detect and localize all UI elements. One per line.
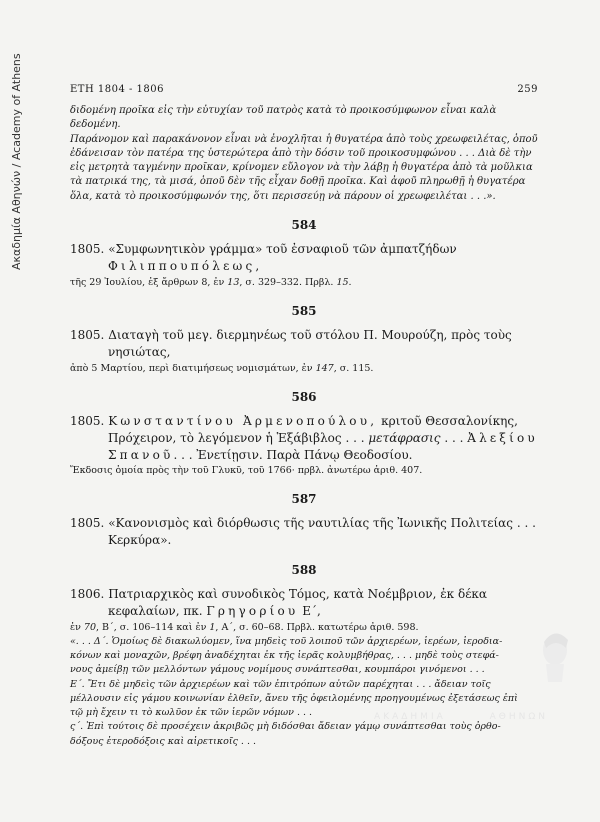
archive-side-label: Ακαδημία Αθηνών / Academy of Athens <box>10 53 23 270</box>
excerpt-line: ς΄. Ἐπὶ τούτοις δὲ προσέχειν ἀκριβῶς μὴ διδόσθαι ἄδειαν γάμῳ συνάπτεσθαι τοὺς ὀρθο- <box>70 721 501 733</box>
entry-title-text: . . . Ἐνετίῃσιν. Παρὰ Πάνῳ Θεοδοσίου. <box>173 448 413 463</box>
entry-588-title <box>70 586 538 620</box>
running-head-title: ΕΤΗ 1804 - 1806 <box>70 84 165 95</box>
entry-title-text: «Συμφωνητικὸν γράμμα» τοῦ ἐσναφιοῦ τῶν ἀμπατζήδων <box>108 242 457 257</box>
ref-italic: 70 <box>83 622 96 634</box>
entry-title-italic: μετάφρασις <box>368 431 441 446</box>
ref-text: , σ. 329–332. Πρβλ. <box>239 277 337 289</box>
ref-text: , σ. 115. <box>333 363 374 375</box>
academy-logo-watermark <box>538 628 572 684</box>
ref-text: , Α΄, σ. 60–68. Πρβλ. κατωτέρω ἀριθ. 598. <box>215 622 419 634</box>
entry-title-text: κριτοῦ Θεσσαλονίκης, Πρόχειρον, τὸ λεγόμενον ἡ Ἑξάβιβλος . . . <box>108 414 518 446</box>
entry-author-name: Κωνσταντίνου Ἀρμενοπούλου, <box>108 414 378 429</box>
excerpt-line: μέλλουσιν εἰς γάμου κοινωνίαν ἐλθεῖν, ἄνευ τῆς ὀφειλομένης προηγουμένως ἐξετάσεως ἐπὶ <box>70 692 518 704</box>
ref-italic: 15 <box>336 277 349 289</box>
entry-year: 1805. <box>70 328 105 343</box>
page-content <box>70 104 538 749</box>
quote-line: εἰς μετρητὰ ταγμένην προῖκαν, κρίνομεν εὔλογον νὰ τὴν λάβῃ ἡ θυγατέρα ἀπὸ τὰ μοῦλκια <box>70 162 533 174</box>
entry-number-585: 585 <box>291 304 317 319</box>
excerpt-line: τῷ μὴ ἔχειν τι τὸ κωλῦον ἐκ τῶν ἱερῶν νόμων . . . <box>70 707 313 719</box>
excerpt-line: νους ἀμείβῃ τῶν μελλόντων γάμους νομίμους συνάπτεσθαι, κουμπάροι γινόμενοι . . . <box>70 664 485 676</box>
entry-year: 1805. <box>70 516 105 531</box>
excerpt-line: κόνων καὶ μοναχῶν, βρέφη ἀναδέχηται ἐκ τῆς ἱερᾶς κολυμβήθρας, . . . μηδὲ τοὺς στεφά- <box>70 650 499 662</box>
watermark-right: ΑΘΗΝΩΝ <box>489 712 548 722</box>
entry-title-text: «Κανονισμὸς καὶ διόρθωσις τῆς ναυτιλίας τῆς Ἰωνικῆς Πολιτείας . . . Κερκύρα». <box>108 516 536 548</box>
entry-title-text: Διαταγὴ τοῦ μεγ. διερμηνέως τοῦ στόλου Π. Μουρούζη, πρὸς τοὺς νησιώτας, <box>108 328 512 360</box>
quote-line: Παράνομον καὶ παρακάνονον εἶναι νὰ ἐνοχλῆται ἡ θυγατέρα ἀπὸ τοὺς χρεωφειλέτας, ὁποῦ <box>70 133 538 145</box>
entry-number-584: 584 <box>291 218 317 233</box>
quote-line: ὅλα, κατὰ τὸ προικοσύμφωνόν της, ὅτι περισσεύῃ νὰ πάρουν οἱ χρεωφειλέται . . .». <box>70 190 496 202</box>
academy-watermark-text <box>374 712 548 722</box>
entry-patriarch-name: Γρηγορίου <box>206 604 299 619</box>
ref-text: τῆς 29 Ἰουλίου, ἐξ ἄρθρων 8, ἐν <box>70 277 228 289</box>
entry-title-name: Φιλιππουπόλεως, <box>108 259 263 274</box>
watermark-left: ΑΚΑΔΗΜΙΑ <box>374 712 446 722</box>
entry-586-note: Ἔκδοσις ὁμοία πρὸς τὴν τοῦ Γλυκῦ, τοῦ 1766· πρβλ. ἀνωτέρω ἀριθ. 407. <box>70 465 423 477</box>
quote-line: διδομένη προῖκα εἰς τὴν εὐτυχίαν τοῦ πατρὸς κατὰ τὸ προικοσύμφωνον εἶναι καλὰ δεδομένη. <box>70 105 497 131</box>
entry-584-title <box>70 241 538 275</box>
entry-number-586: 586 <box>291 390 317 405</box>
entry-year: 1806. <box>70 587 105 602</box>
entry-586-title <box>70 413 538 464</box>
entry-title-text: . . . <box>440 431 468 446</box>
entry-title-text: Ε΄, <box>298 604 321 619</box>
entry-584-reference <box>70 276 538 290</box>
ref-text: ἐν <box>70 622 84 634</box>
excerpt-line: Ε΄. Ἔτι δὲ μηδεὶς τῶν ἀρχιερέων καὶ τῶν ἐπιτρόπων αὐτῶν παρέχηται . . . ἄδειαν τοῖς <box>70 678 491 690</box>
entry-number-587: 587 <box>291 492 317 507</box>
running-head <box>70 84 538 95</box>
ref-text: ἀπὸ 5 Μαρτίου, περὶ διατιμήσεως νομισμάτων, ἐν <box>70 363 316 375</box>
entry-title-text: Πατριαρχικὸς καὶ συνοδικὸς Τόμος, κατὰ Νοέμβριον, ἐκ δέκα κεφαλαίων, πκ. <box>108 587 488 619</box>
quote-line: ἐδάνεισαν τὸν πατέρα της ὑστερώτερα ἀπὸ τὴν δόσιν τοῦ προικοσυμφώνου . . . Διὰ δὲ τὴν <box>70 147 532 159</box>
ref-text: , Β΄, σ. 106–114 καὶ ἐν <box>96 622 210 634</box>
ref-italic: 13 <box>227 277 240 289</box>
intro-quote <box>70 104 538 204</box>
entry-year: 1805. <box>70 242 105 257</box>
ref-text: . <box>348 277 352 289</box>
entry-587-title <box>70 515 538 549</box>
entry-translator-name: Ἀλεξίου Σπανοῦ <box>108 431 538 463</box>
entry-year: 1805. <box>70 414 105 429</box>
excerpt-line: «. . . Δ΄. Ὁμοίως δὲ διακωλύομεν, ἵνα μηδεὶς τοῦ λοιποῦ τῶν ἀρχιερέων, ἱερέων, ἱεροδια- <box>70 636 503 648</box>
ref-italic: 147 <box>315 363 334 375</box>
entry-585-reference <box>70 362 538 376</box>
entry-585-title <box>70 327 538 361</box>
entry-number-588: 588 <box>291 563 317 578</box>
entry-588-excerpt <box>70 635 538 749</box>
quote-line: τὰ πατρικά της, τὰ μισά, ὁποῦ δὲν τῆς εἶχαν δοθῇ προῖκα. Καὶ ἀφοῦ πληρωθῇ ἡ θυγατέρα <box>70 176 526 188</box>
excerpt-line: δόξους ἑτεροδόξοις καὶ αἱρετικοῖς . . . <box>70 735 257 747</box>
page-number: 259 <box>517 84 538 95</box>
entry-588-reference <box>70 621 538 635</box>
ref-italic: 1 <box>209 622 216 634</box>
